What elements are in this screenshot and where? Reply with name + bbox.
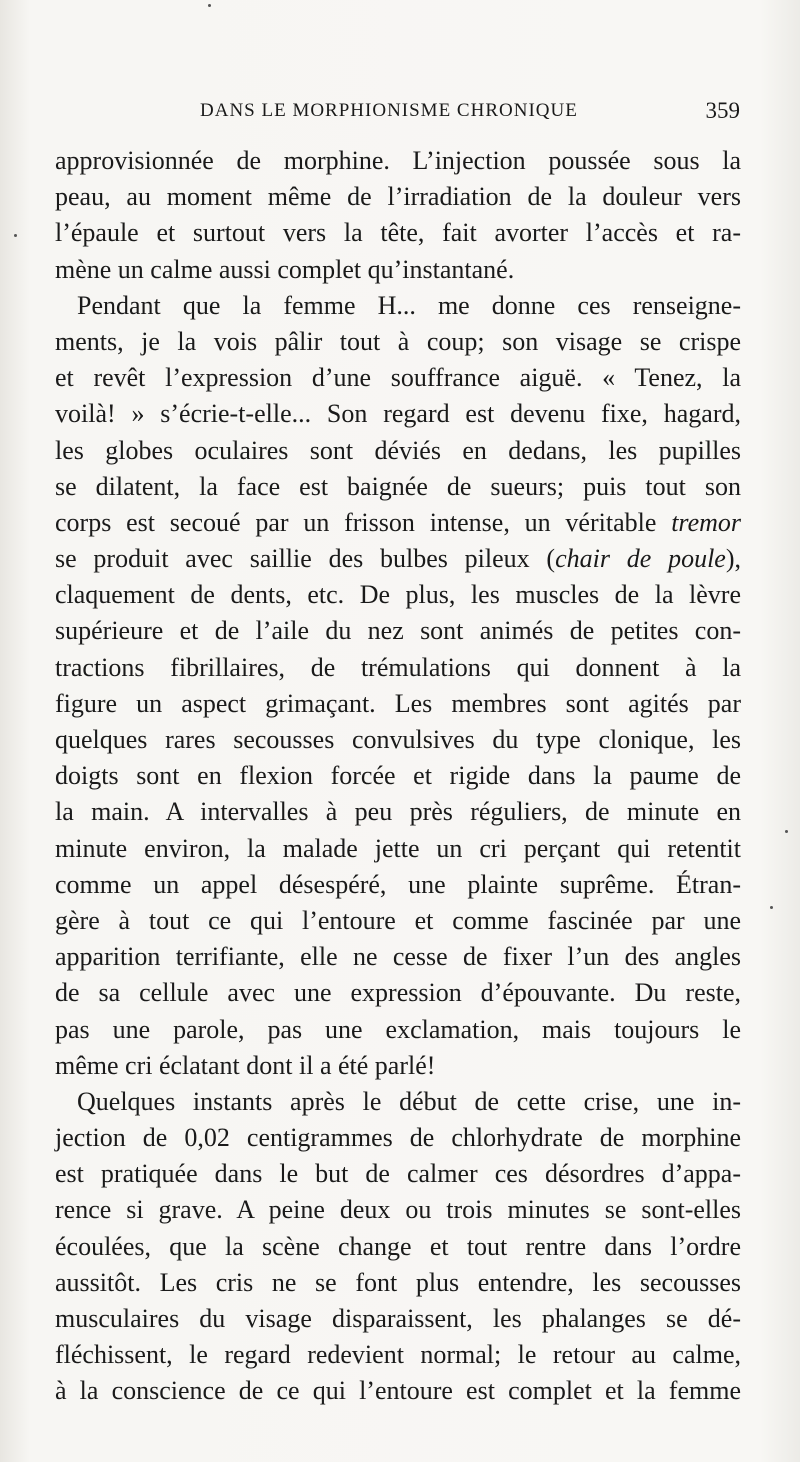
print-speck <box>770 906 773 909</box>
text-line: comme un appel désespéré, une plainte suprême. Étran- <box>55 869 741 899</box>
text-line: doigts sont en flexion forcée et rigide dans la paume de <box>55 761 741 791</box>
text-line: jection de 0,02 centigrammes de chlorhydrate de morphine <box>55 1123 741 1153</box>
paragraph-start-line: Quelques instants après le début de cette crise, une in- <box>77 1086 741 1116</box>
text-line: pas une parole, pas une exclamation, mais toujours le <box>55 1014 741 1044</box>
paragraph-start-line: Pendant que la femme H... me donne ces renseigne- <box>77 290 741 320</box>
text-line: figure un aspect grimaçant. Les membres sont agités par <box>55 688 741 718</box>
text-line: mène un calme aussi complet qu’instantané. <box>55 254 515 284</box>
text-line: à la conscience de ce qui l’entoure est complet et la femme <box>55 1376 741 1406</box>
text-line-with-italic <box>55 505 741 541</box>
text-line: fléchissent, le regard redevient normal; le retour au calme, <box>55 1340 741 1370</box>
italic-term: chair de poule <box>555 544 726 574</box>
page-header <box>200 100 745 130</box>
page-number: 359 <box>705 98 740 123</box>
text-line: quelques rares secousses convulsives du type clonique, les <box>55 725 741 754</box>
text-line: les globes oculaires sont déviés en dedans, les pupilles <box>55 435 741 465</box>
text-segment: se produit avec saillie des bulbes pileux ( <box>55 544 556 574</box>
print-speck <box>208 4 211 7</box>
text-line: est pratiquée dans le but de calmer ces désordres d’appa- <box>55 1159 741 1189</box>
text-line: même cri éclatant dont il a été parlé! <box>55 1050 436 1080</box>
text-line: de sa cellule avec une expression d’épouvante. Du reste, <box>55 978 741 1008</box>
text-line: supérieure et de l’aile du nez sont animés de petites con- <box>55 616 741 646</box>
text-line: gère à tout ce qui l’entoure et comme fascinée par une <box>55 905 741 935</box>
text-line: musculaires du visage disparaissent, les phalanges se dé- <box>55 1304 741 1333</box>
text-line: minute environ, la malade jette un cri perçant qui retentit <box>55 833 741 863</box>
text-line: rence si grave. A peine deux ou trois minutes se sont-elles <box>55 1195 741 1225</box>
text-line-with-italic <box>55 541 741 577</box>
text-line: approvisionnée de morphine. L’injection poussée sous la <box>55 146 741 175</box>
text-line: voilà! » s’écrie-t-elle... Son regard est devenu fixe, hagard, <box>55 399 741 429</box>
italic-term: tremor <box>671 507 741 537</box>
text-line: l’épaule et surtout vers la tête, fait avorter l’accès et ra- <box>55 218 741 248</box>
text-line: tractions fibrillaires, de trémulations qui donnent à la <box>55 652 741 682</box>
text-line: écoulées, que la scène change et tout rentre dans l’ordre <box>55 1231 741 1261</box>
text-line: et revêt l’expression d’une souffrance aiguë. « Tenez, la <box>55 363 741 393</box>
text-line: apparition terrifiante, elle ne cesse de fixer l’un des angles <box>55 942 741 972</box>
text-line: la main. A intervalles à peu près réguliers, de minute en <box>55 797 741 827</box>
running-title: DANS LE MORPHIONISME CHRONIQUE <box>200 100 578 121</box>
body-text <box>55 143 741 1410</box>
text-line: se dilatent, la face est baignée de sueurs; puis tout son <box>55 471 741 501</box>
print-speck <box>14 234 17 237</box>
text-line: aussitôt. Les cris ne se font plus entendre, les secousses <box>55 1267 741 1297</box>
print-speck <box>785 830 788 833</box>
text-line: peau, au moment même de l’irradiation de la douleur vers <box>55 182 741 212</box>
text-line: claquement de dents, etc. De plus, les muscles de la lèvre <box>55 580 741 610</box>
text-segment: corps est secoué par un frisson intense, un véritable <box>55 507 657 537</box>
text-segment: ), <box>725 544 741 574</box>
text-line: ments, je la vois pâlir tout à coup; son visage se crispe <box>55 326 741 356</box>
